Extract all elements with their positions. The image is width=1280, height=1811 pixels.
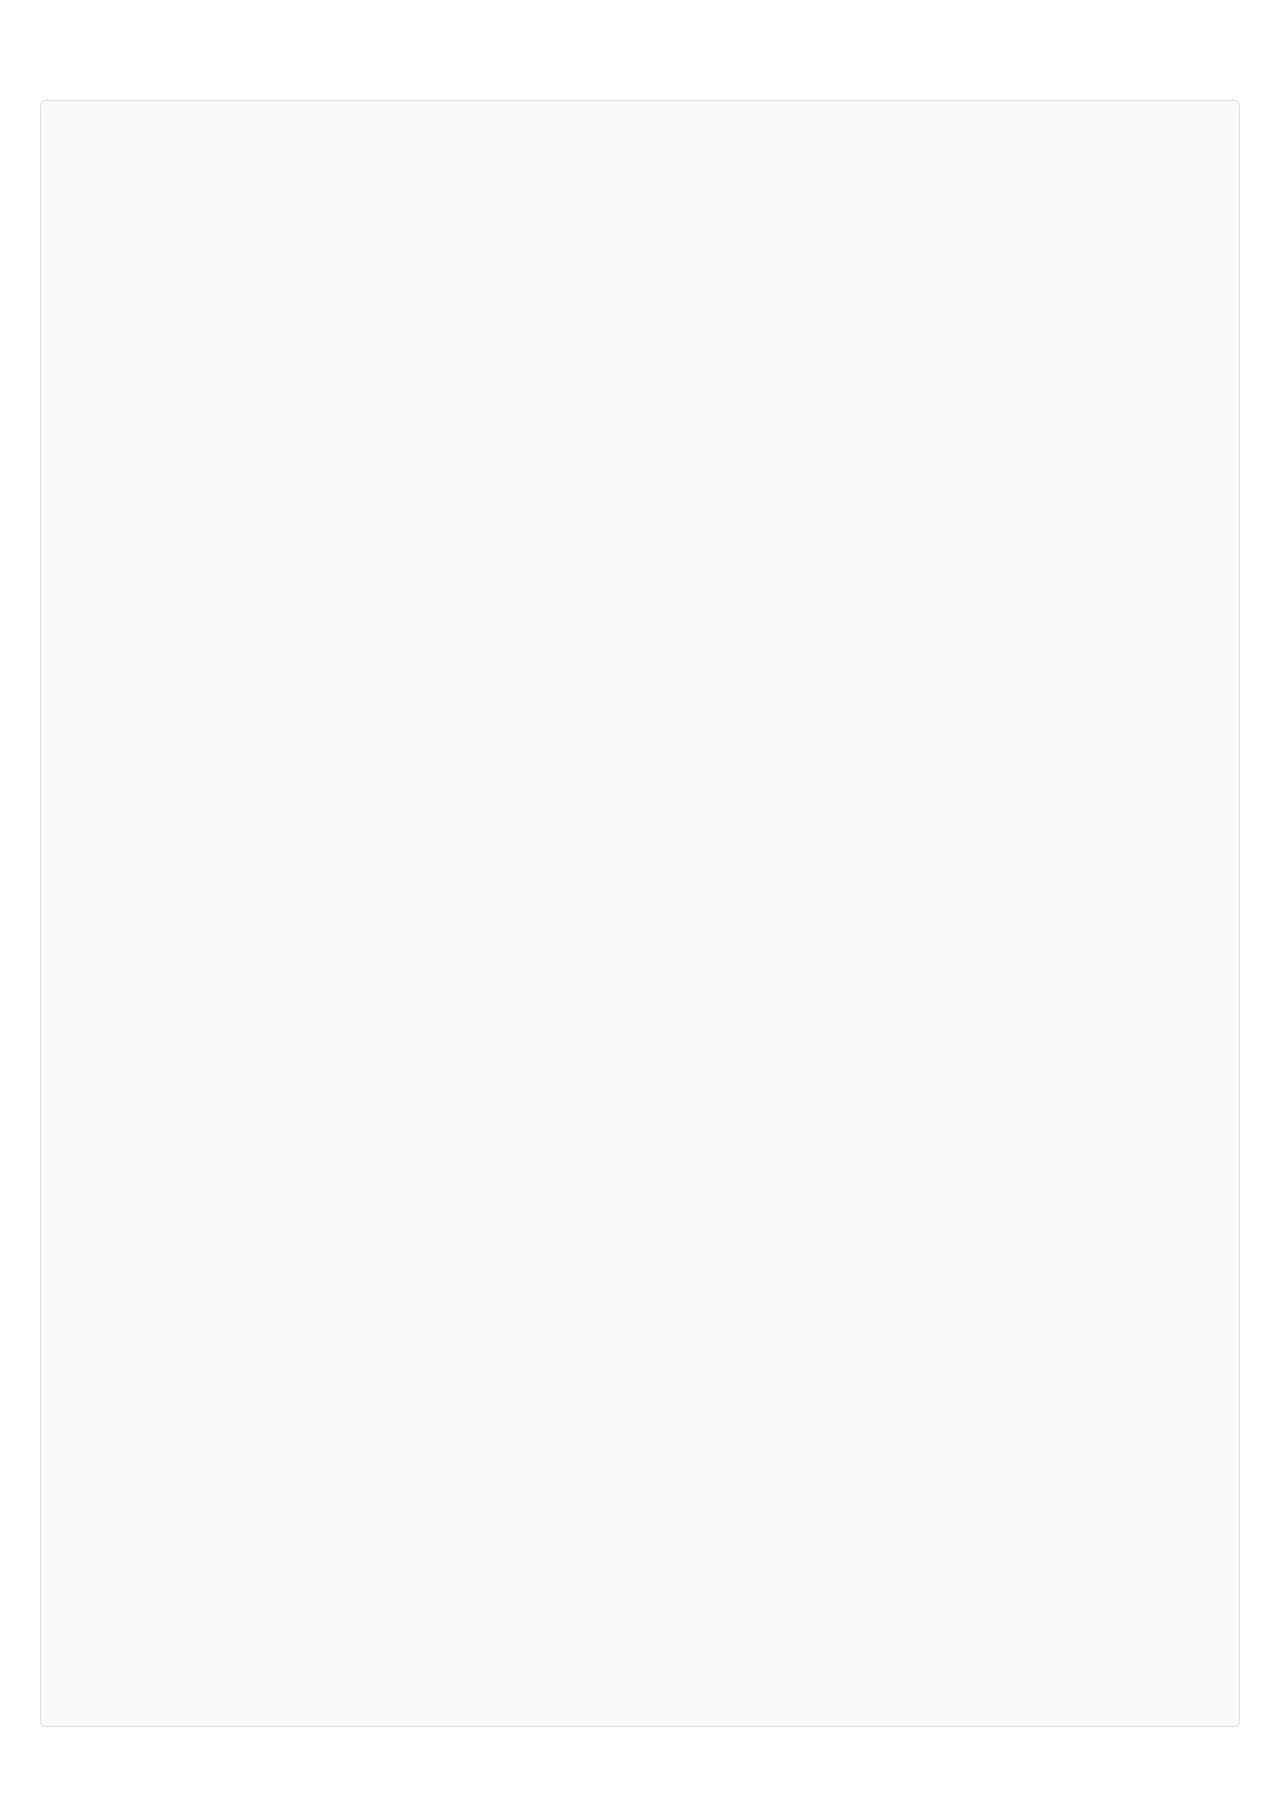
page-title (40, 40, 1240, 76)
main-panel (40, 100, 1240, 1727)
status-text (40, 1751, 1240, 1771)
